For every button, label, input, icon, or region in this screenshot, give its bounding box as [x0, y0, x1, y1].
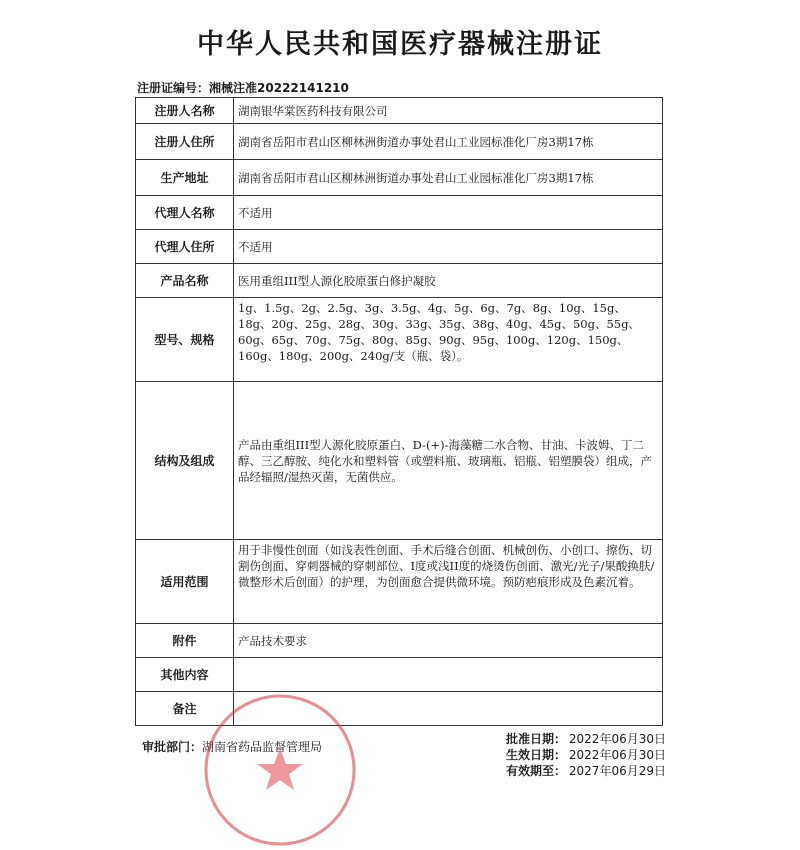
date-label: 批准日期： — [506, 732, 567, 746]
row-value: 产品由重组III型人源化胶原蛋白、D-(+)-海藻糖二水合物、甘油、卡波姆、丁二醇、三乙醇胺、纯化水和塑料管（或塑料瓶、玻璃瓶、铝瓶、铝塑膜袋）组成，产品经辐照/湿热灭菌，无菌供应。 — [234, 382, 663, 540]
approval-department-value: 湖南省药品监督管理局 — [202, 740, 323, 754]
row-label: 注册人住所 — [136, 124, 234, 160]
effective-date — [506, 746, 666, 762]
row-label: 注册人名称 — [136, 98, 234, 124]
row-value: 产品技术要求 — [234, 624, 663, 658]
date-value: 2022年06月30日 — [568, 748, 666, 762]
certificate-table — [135, 97, 663, 726]
date-value: 2027年06月29日 — [568, 764, 666, 778]
table-row — [136, 298, 663, 382]
approval-department-label: 审批部门： — [142, 740, 203, 754]
row-value: 湖南省岳阳市君山区柳林洲街道办事处君山工业园标准化厂房3期17栋 — [234, 124, 663, 160]
row-label: 代理人名称 — [136, 196, 234, 230]
table-row — [136, 196, 663, 230]
table-row — [136, 160, 663, 196]
row-label: 结构及组成 — [136, 382, 234, 540]
row-label: 生产地址 — [136, 160, 234, 196]
date-value: 2022年06月30日 — [568, 732, 666, 746]
registration-number-value: 湘械注准20222141210 — [209, 81, 349, 95]
approval-date — [506, 730, 666, 746]
table-row — [136, 264, 663, 298]
row-value: 不适用 — [234, 196, 663, 230]
expiry-date — [506, 762, 666, 778]
official-seal — [200, 690, 360, 850]
certificate-title: 中华人民共和国医疗器械注册证 — [197, 29, 603, 60]
row-label: 产品名称 — [136, 264, 234, 298]
row-value: 1g、1.5g、2g、2.5g、3g、3.5g、4g、5g、6g、7g、8g、10g、15g、18g、20g、25g、28g、30g、33g、35g、38g、40g、45g、50g、55g、60g、65g、70g、75g、80g、85g、90g、95g、100g、120g、150g、160g、180g、200g、240g/支（瓶、袋）。 — [234, 298, 663, 382]
table-row — [136, 658, 663, 692]
table-row — [136, 230, 663, 264]
row-value — [234, 658, 663, 692]
date-label: 生效日期： — [506, 748, 567, 762]
row-label: 型号、规格 — [136, 298, 234, 382]
row-value: 湖南省岳阳市君山区柳林洲街道办事处君山工业园标准化厂房3期17栋 — [234, 160, 663, 196]
row-value: 用于非慢性创面（如浅表性创面、手术后缝合创面、机械创伤、小创口、擦伤、切割伤创面、穿刺器械的穿刺部位、I度或浅II度的烧烫伤创面、激光/光子/果酸换肤/微整形术后创面）的护理，为创面愈合提供微环境。预防疤痕形成及色素沉着。 — [234, 540, 663, 624]
registration-number — [137, 79, 349, 96]
row-value: 湖南银华棠医药科技有限公司 — [234, 98, 663, 124]
table-row — [136, 124, 663, 160]
table-row — [136, 382, 663, 540]
row-value: 不适用 — [234, 230, 663, 264]
table-row — [136, 624, 663, 658]
row-label: 适用范围 — [136, 540, 234, 624]
row-label: 其他内容 — [136, 658, 234, 692]
table-row — [136, 98, 663, 124]
row-label: 备注 — [136, 692, 234, 726]
row-label: 附件 — [136, 624, 234, 658]
row-label: 代理人住所 — [136, 230, 234, 264]
date-label: 有效期至： — [506, 764, 567, 778]
dates-block — [506, 730, 666, 778]
table-row — [136, 540, 663, 624]
registration-number-label: 注册证编号： — [137, 81, 210, 95]
row-value: 医用重组III型人源化胶原蛋白修护凝胶 — [234, 264, 663, 298]
